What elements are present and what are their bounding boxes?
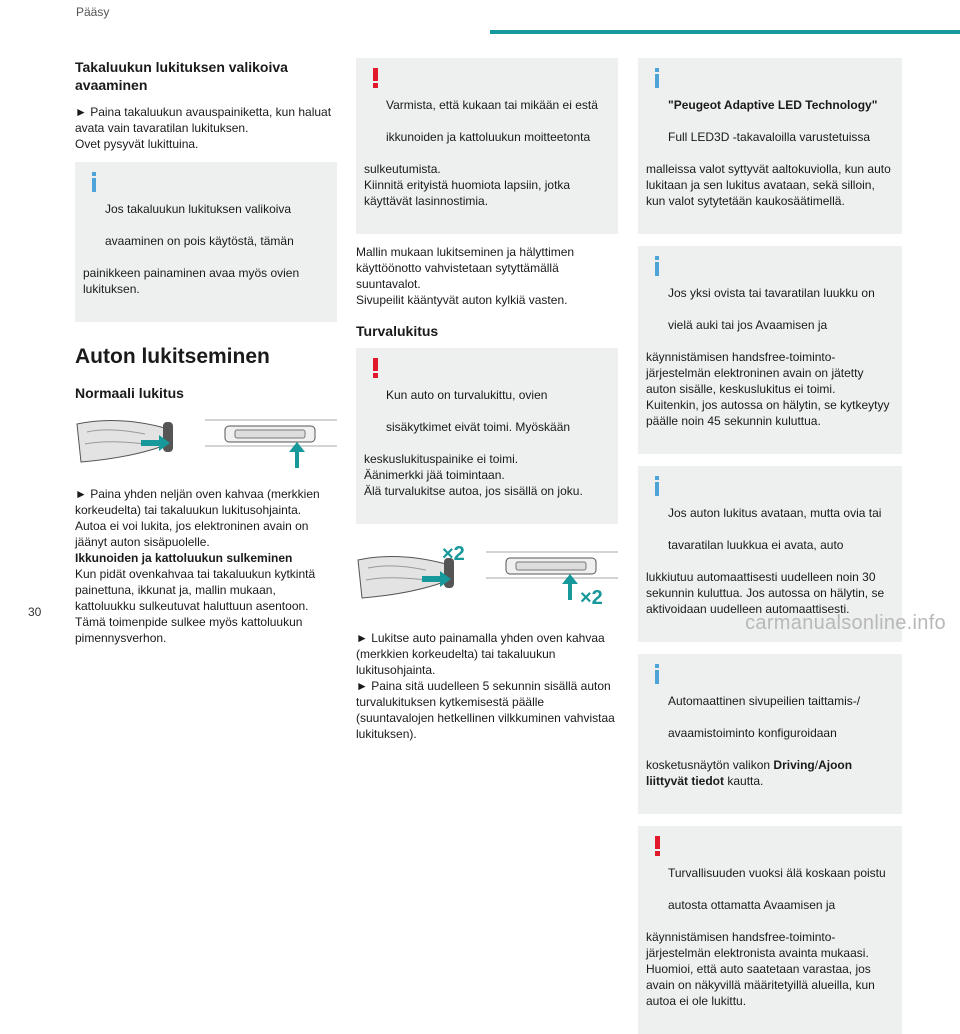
paragraph-selective-unlock: ► Paina takaluukun avauspainiketta, kun haluat avata vain tavaratilan lukituksen. Ovet pysyvät lukittuina.: [75, 105, 332, 151]
info-icon: [647, 67, 669, 89]
warning-line1: Varmista, että kukaan tai mikään ei estä: [386, 98, 598, 112]
warning-line2: autosta ottamatta Avaamisen ja: [668, 898, 836, 912]
heading-deadlocking: Turvalukitus: [356, 323, 439, 339]
warning-icon: [365, 67, 387, 89]
info-line2: avaamistoiminto konfiguroidaan: [668, 726, 837, 740]
warning-icon: [365, 357, 387, 379]
warning-note-deadlock: [356, 348, 618, 524]
warning-body: sulkeutumista. Kiinnitä erityistä huomiota lapsiin, jotka käyttävät lasinnostimia.: [364, 162, 571, 208]
info-line1: "Peugeot Adaptive LED Technology": [668, 98, 878, 112]
heading-locking: Auton lukitseminen: [75, 345, 270, 368]
door-handle-illustration: [75, 416, 337, 472]
warning-line1: Kun auto on turvalukittu, ovien: [386, 388, 548, 402]
warning-body: keskuslukituspainike ei toimi. Äänimerkki jää toimintaan. Älä turvalukitse autoa, jos sisällä on joku.: [364, 452, 583, 498]
warning-note-key: [638, 826, 902, 1034]
watermark: carmanualsonline.info: [745, 612, 946, 634]
paragraph-lock-confirmation: Mallin mukaan lukitseminen ja hälyttimen käyttöönotto vahvistetaan sytyttämällä suuntavalot. Sivupeilit kääntyvät auton kylkiä vasten.: [356, 245, 575, 307]
menu-separator: /: [814, 758, 819, 772]
page-number: 30: [28, 605, 42, 619]
header-accent-bar: [490, 30, 960, 34]
info-icon: [84, 171, 106, 193]
info-icon: [647, 255, 669, 277]
paragraph-deadlocking: ► Lukitse auto painamalla yhden oven kahvaa (merkkien korkeudelta) tai takaluukun lukitusohjainta. ► Paina sitä uudelleen 5 sekunnin sisällä auton turvalukituksen kytkemisestä päälle (suuntavalojen hetkellinen vilkkuminen vahvistaa lukituksen).: [356, 631, 615, 741]
warning-line1: Turvallisuuden vuoksi älä koskaan poistu: [668, 866, 886, 880]
warning-line2: ikkunoiden ja kattoluukun moitteetonta: [386, 130, 591, 144]
warning-icon: [647, 835, 669, 857]
menu-driving: Driving: [773, 758, 815, 772]
info-note-mirrors: [638, 654, 902, 814]
info-body-text: kosketusnäytön valikon: [646, 758, 774, 772]
paragraph-window-closing: Kun pidät ovenkahvaa tai takaluukun kytkintä painettuna, ikkunat ja, mallin mukaan, kattoluukku sulkeutuvat haluttuun asentoon. Tämä toimenpide sulkee myös kattoluukun pimennysverhon.: [75, 567, 316, 645]
info-body: lukkiutuu automaattisesti uudelleen noin 30 sekunnin kuluttua. Jos autossa on hälytin, se aktivoidaan uudelleen automaattisesti.: [646, 570, 885, 616]
x2-label-switch: ×2: [580, 587, 603, 608]
info-icon: [647, 475, 669, 497]
info-body: käynnistämisen handsfree-toiminto-järjestelmän elektroninen avain on jätetty auton sisälle, keskuslukitus ei toimi. Kuitenkin, jos autossa on hälytin, se kytkeytyy päälle noin 45 sekunnin kuluttua.: [646, 350, 890, 428]
header-section-label: Pääsy: [76, 5, 110, 19]
heading-normal-locking: Normaali lukitus: [75, 385, 184, 401]
info-line1: Jos yksi ovista tai tavaratilan luukku on: [668, 286, 875, 300]
info-body: [646, 757, 894, 789]
info-line2: Full LED3D -takavaloilla varustetuissa: [668, 130, 871, 144]
info-body: malleissa valot syttyvät aaltokuviolla, kun auto lukitaan ja sen lukitus avataan, sekä silloin, kun valot sytytetään kaukosäätimellä.: [646, 162, 891, 208]
illustration-door-handle: [75, 416, 337, 472]
column-3: [638, 58, 902, 1034]
warning-body: käynnistämisen handsfree-toiminto-järjestelmän elektronista avainta mukaasi. Huomioi, että auto saatetaan varastaa, jos avain on näkyvillä määritetyillä alueilla, kun autoa ei ole lukittu.: [646, 930, 875, 1008]
info-note-body: painikkeen painaminen avaa myös ovien lukituksen.: [83, 266, 300, 296]
double-press-illustration: [356, 546, 618, 608]
heading-selective-unlock: Takaluukun lukituksen valikoiva avaaminen: [75, 59, 288, 93]
menu-ajoon: Ajoon liittyvät tiedot: [646, 758, 853, 788]
illustration-double-press: [356, 546, 618, 608]
x2-label-handle: ×2: [442, 546, 465, 565]
paragraph-normal-locking: ► Paina yhden neljän oven kahvaa (merkkien korkeudelta) tai takaluukun lukitusohjainta. Autoa ei voi lukita, jos elektroninen avain on jäänyt auton sisäpuolelle.: [75, 487, 320, 549]
column-2: [356, 58, 618, 742]
info-icon: [647, 663, 669, 685]
info-note-line1: Jos takaluukun lukituksen valikoiva: [105, 202, 292, 216]
info-line2: vielä auki tai jos Avaamisen ja: [668, 318, 828, 332]
warning-line2: sisäkytkimet eivät toimi. Myöskään: [386, 420, 571, 434]
column-1: [75, 58, 337, 646]
info-body-end: kautta.: [724, 774, 764, 788]
subheading-window-closing: Ikkunoiden ja kattoluukun sulkeminen: [75, 551, 293, 565]
info-line1: Jos auton lukitus avataan, mutta ovia tai: [668, 506, 882, 520]
info-note-led: [638, 58, 902, 234]
warning-note-windows: [356, 58, 618, 234]
info-line2: tavaratilan luukkua ei avata, auto: [668, 538, 844, 552]
info-note-selective: [75, 162, 337, 322]
info-note-line2: avaaminen on pois käytöstä, tämän: [105, 234, 294, 248]
info-note-door-open: [638, 246, 902, 454]
info-line1: Automaattinen sivupeilien taittamis-/: [668, 694, 861, 708]
